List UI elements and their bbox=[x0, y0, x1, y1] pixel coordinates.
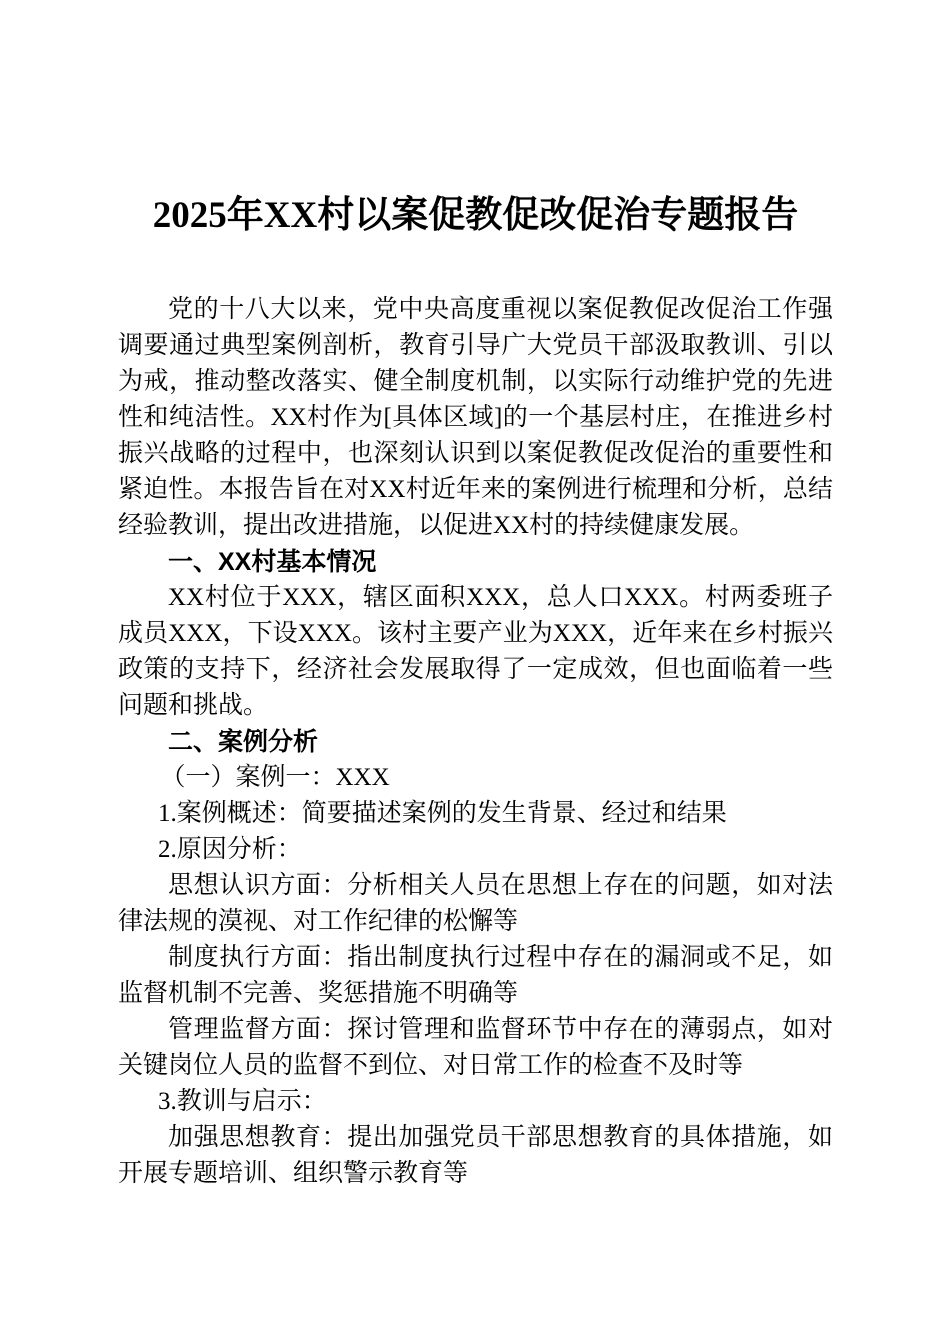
case1-lessons-item: 3.教训与启示： bbox=[158, 1088, 327, 1115]
section-heading-basic-info: 一、XX村基本情况 bbox=[168, 548, 377, 576]
cause-aspect-thought: 思想认识方面：分析相关人员在思想上存在的问题，如对法律法规的漠视、对工作纪律的松懈等 bbox=[118, 872, 833, 935]
intro-paragraph: 党的十八大以来，党中央高度重视以案促教促改促治工作强调要通过典型案例剖析，教育引导广大党员干部汲取教训、引以为戒，推动整改落实、健全制度机制，以实际行动维护党的先进性和纯洁性。XX村作为[具体区域]的一个基层村庄，在推进乡村振兴战略的过程中，也深刻认识到以案促教促改促治的重要性和紧迫性。本报告旨在对XX村近年来的案例进行梳理和分析，总结经验教训，提出改进措施，以促进XX村的持续健康发展。 bbox=[118, 296, 833, 539]
case1-overview-item: 1.案例概述：简要描述案例的发生背景、经过和结果 bbox=[158, 800, 727, 827]
document-title: 2025年XX村以案促教促改促治专题报告 bbox=[152, 195, 799, 236]
lesson-education-paragraph: 加强思想教育：提出加强党员干部思想教育的具体措施，如开展专题培训、组织警示教育等 bbox=[118, 1124, 833, 1187]
case1-subheading: （一）案例一：XXX bbox=[160, 764, 390, 791]
section-heading-case-analysis: 二、案例分析 bbox=[168, 728, 319, 756]
cause-aspect-supervision: 管理监督方面：探讨管理和监督环节中存在的薄弱点，如对关键岗位人员的监督不到位、对日常工作的检查不及时等 bbox=[118, 1016, 833, 1079]
cause-aspect-system: 制度执行方面：指出制度执行过程中存在的漏洞或不足，如监督机制不完善、奖惩措施不明确等 bbox=[118, 944, 833, 1007]
case1-cause-item: 2.原因分析： bbox=[158, 836, 302, 863]
basic-info-paragraph: XX村位于XXX，辖区面积XXX，总人口XXX。村两委班子成员XXX，下设XXX。该村主要产业为XXX，近年来在乡村振兴政策的支持下，经济社会发展取得了一定成效，但也面临着一些问题和挑战。 bbox=[118, 584, 833, 719]
